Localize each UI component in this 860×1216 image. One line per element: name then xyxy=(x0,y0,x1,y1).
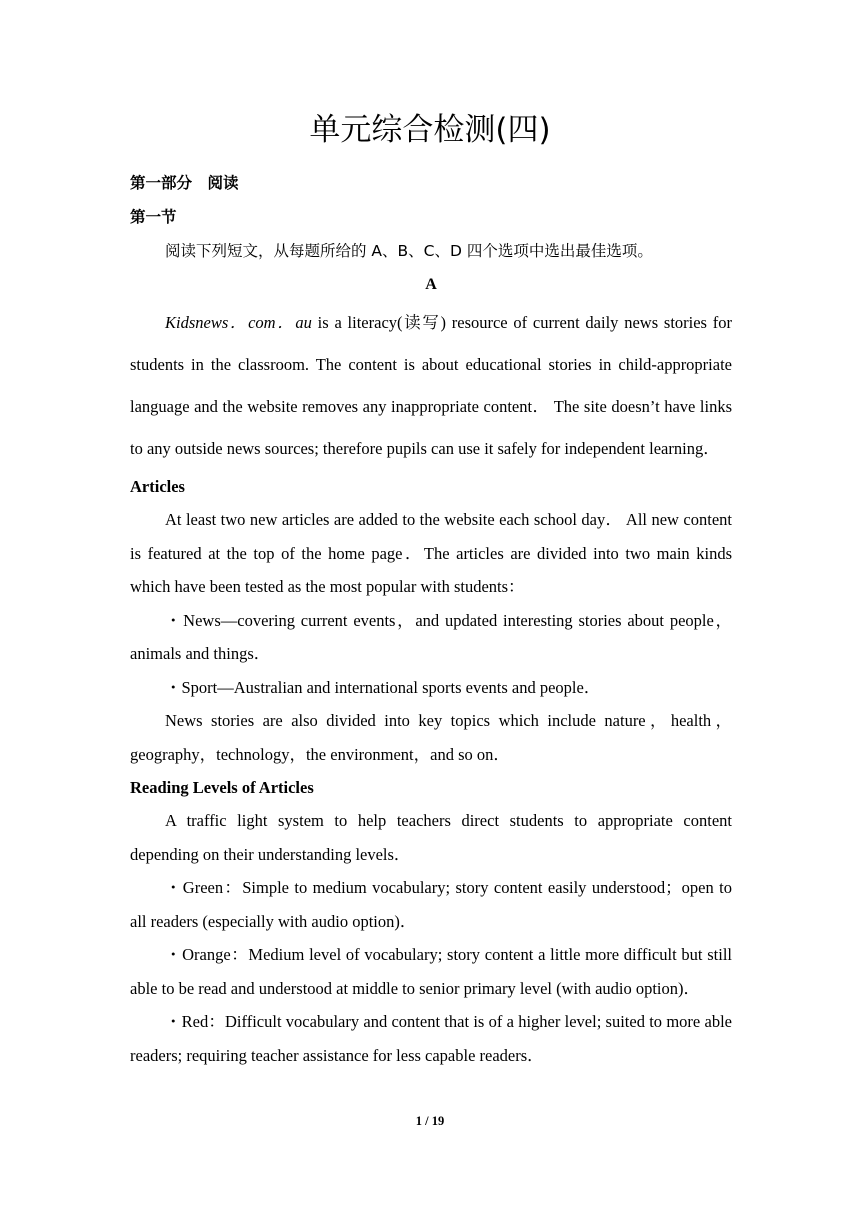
page-title: 单元综合检测(四) xyxy=(309,112,551,148)
site-name: Kidsnews．com．au xyxy=(165,313,312,332)
levels-heading: Reading Levels of Articles xyxy=(130,778,314,797)
part-heading: 第一部分 阅读 xyxy=(130,174,239,192)
level-red: ・Red：Difficult vocabulary and content that is of a higher level; suited to more able readers; requiring teacher assistance for less capable readers． xyxy=(130,1012,732,1065)
level-orange: ・Orange：Medium level of vocabulary; story content a little more difficult but still able to be read and understood at middle to senior primary level (with audio option)． xyxy=(130,945,732,998)
page-number: 1 / 19 xyxy=(415,1114,445,1128)
bullet-news: ・News—covering current events，and updated interesting stories about people，animals and things． xyxy=(130,610,732,663)
levels-paragraph: A traffic light system to help teachers direct students to appropriate content depending on their understanding levels． xyxy=(130,811,732,864)
topics-paragraph: News stories are also divided into key topics which include nature，health，geography，technology，the environment，and so on． xyxy=(130,711,732,764)
level-green: ・Green：Simple to medium vocabulary; story content easily understood；open to all readers (especially with audio option)． xyxy=(130,878,732,931)
document-body xyxy=(130,166,732,1072)
bullet-sport: ・Sport—Australian and international sports events and people． xyxy=(165,677,601,697)
intro-text: is a literacy(读写) resource of current daily news stories for students in the classroom. The content is about educational stories in child-appropriate language and the website removes any inappropriate content． The site doesn’t have links to any outside news sources; therefore pupils can use it safely for independent learning． xyxy=(130,313,732,458)
passage-label: A xyxy=(425,276,437,293)
articles-heading: Articles xyxy=(130,477,185,496)
section-heading: 第一节 xyxy=(130,208,177,226)
instruction-text: 阅读下列短文，从每题所给的 A、B、C、D 四个选项中选出最佳选项。 xyxy=(165,242,653,260)
articles-paragraph: At least two new articles are added to the website each school day． All new content is featured at the top of the home page．The articles are divided into two main kinds which have been tested as the most popular with students： xyxy=(130,510,732,596)
intro-paragraph xyxy=(130,302,732,470)
